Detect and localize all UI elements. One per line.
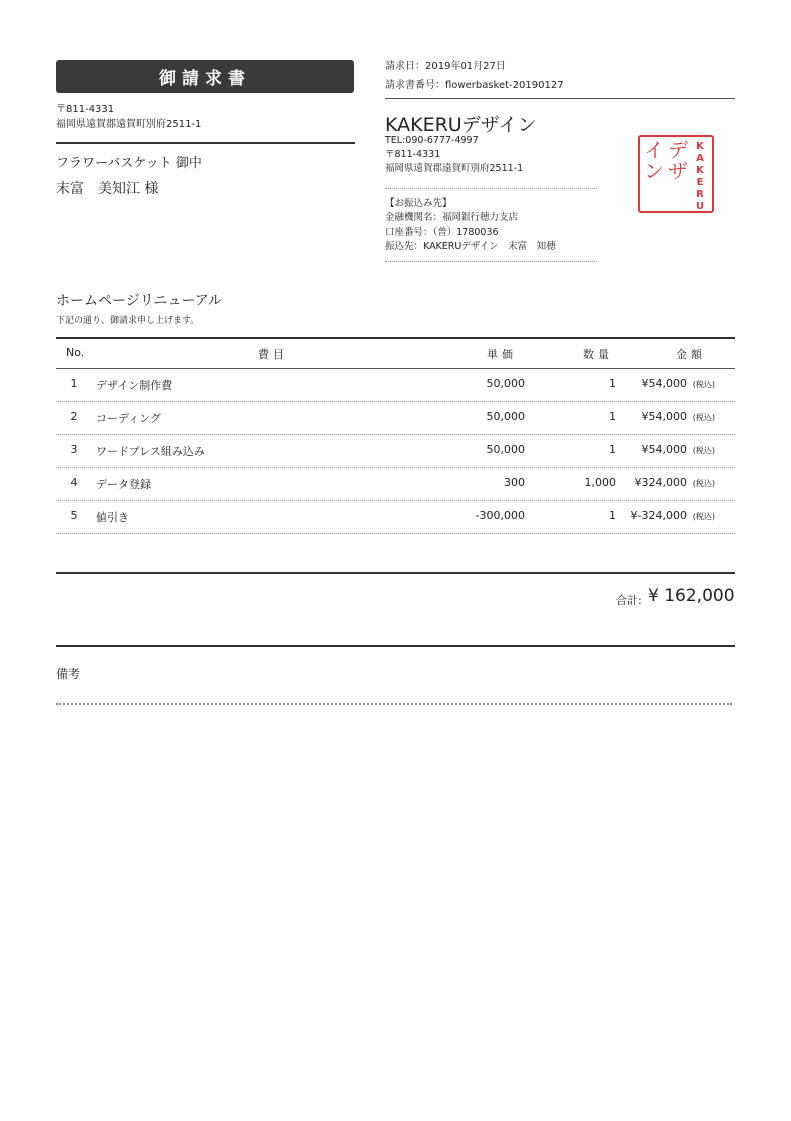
row-qty: 1: [609, 509, 616, 522]
row-price: 300: [504, 476, 525, 489]
client-person: 末富 美知江 様: [56, 181, 159, 197]
header-divider-right: [385, 98, 735, 99]
row-no: 2: [70, 410, 78, 423]
issuer-address: 福岡県遠賀郡遠賀町別府2511-1: [385, 163, 524, 174]
row-price: 50,000: [486, 410, 525, 423]
row-amount: ¥54,000: [641, 410, 687, 423]
bank-name: 金融機関名：福岡銀行穂力支店: [385, 212, 519, 223]
notes-label: 備考: [56, 667, 81, 681]
table-row: [56, 369, 735, 402]
bank-heading: 【お振込み先】: [385, 198, 452, 209]
total-label: 合計:: [616, 594, 642, 607]
row-no: 1: [70, 377, 78, 390]
table-header: [56, 338, 735, 368]
row-tax: (税込): [692, 413, 715, 422]
row-item: 値引き: [96, 511, 129, 524]
total-value: ¥ 162,000: [648, 586, 735, 606]
stamp-text-2: イン: [644, 138, 664, 183]
row-amount: ¥54,000: [641, 377, 687, 390]
client-divider: [56, 142, 355, 144]
row-item: データ登録: [96, 478, 151, 491]
header-no: No.: [66, 346, 85, 359]
bank-account: 口座番号：（普）1780036: [385, 227, 499, 238]
row-qty: 1: [609, 410, 616, 423]
document-title: 御請求書: [56, 60, 354, 93]
row-price: 50,000: [486, 443, 525, 456]
row-price: 50,000: [486, 377, 525, 390]
client-postal: 〒811-4331: [56, 104, 115, 115]
row-no: 3: [70, 443, 78, 456]
invoice-number: 請求書番号：flowerbasket-20190127: [385, 80, 564, 91]
table-row: [56, 402, 735, 435]
issuer-name: KAKERUデザイン: [385, 114, 537, 136]
subject-title: ホームページリニューアル: [56, 293, 223, 309]
row-qty: 1: [609, 443, 616, 456]
table-row: [56, 501, 735, 534]
header-price: 単価: [487, 348, 517, 361]
invoice-date: 請求日：2019年01月27日: [385, 61, 506, 72]
row-qty: 1: [609, 377, 616, 390]
row-item: コーディング: [96, 412, 161, 425]
row-no: 5: [70, 509, 78, 522]
total-top-border: [56, 572, 735, 574]
subject-note: 下記の通り、御請求申し上げます。: [56, 316, 200, 326]
row-amount: ¥-324,000: [630, 509, 687, 522]
row-qty: 1,000: [584, 476, 616, 489]
row-divider: [56, 533, 735, 534]
stamp-text-latin: KAKERU: [695, 141, 705, 212]
header-qty: 数量: [583, 348, 613, 361]
row-amount: ¥324,000: [634, 476, 687, 489]
table-row: [56, 435, 735, 468]
bank-divider-bottom: [385, 261, 597, 262]
stamp-text-1: デザ: [668, 138, 688, 183]
table-row: [56, 468, 735, 501]
issuer-tel: TEL:090-6777-4997: [385, 135, 479, 146]
client-company: フラワーバスケット 御中: [56, 156, 202, 171]
row-tax: (税込): [692, 479, 715, 488]
row-tax: (税込): [692, 446, 715, 455]
notes-divider: [56, 703, 732, 705]
company-stamp: [638, 135, 714, 213]
issuer-postal: 〒811-4331: [385, 149, 441, 160]
row-tax: (税込): [692, 512, 715, 521]
row-tax: (税込): [692, 380, 715, 389]
bank-divider-top: [385, 188, 597, 189]
header-item: 費目: [258, 348, 288, 361]
row-no: 4: [70, 476, 78, 489]
total-bottom-border: [56, 645, 735, 647]
row-amount: ¥54,000: [641, 443, 687, 456]
row-item: デザイン制作費: [96, 379, 173, 392]
header-amount: 金額: [676, 348, 706, 361]
row-item: ワードプレス組み込み: [96, 445, 205, 458]
row-price: -300,000: [475, 509, 525, 522]
bank-payee: 振込先：KAKERUデザイン 末富 知穂: [385, 241, 556, 252]
client-address: 福岡県遠賀郡遠賀町別府2511-1: [56, 119, 202, 130]
